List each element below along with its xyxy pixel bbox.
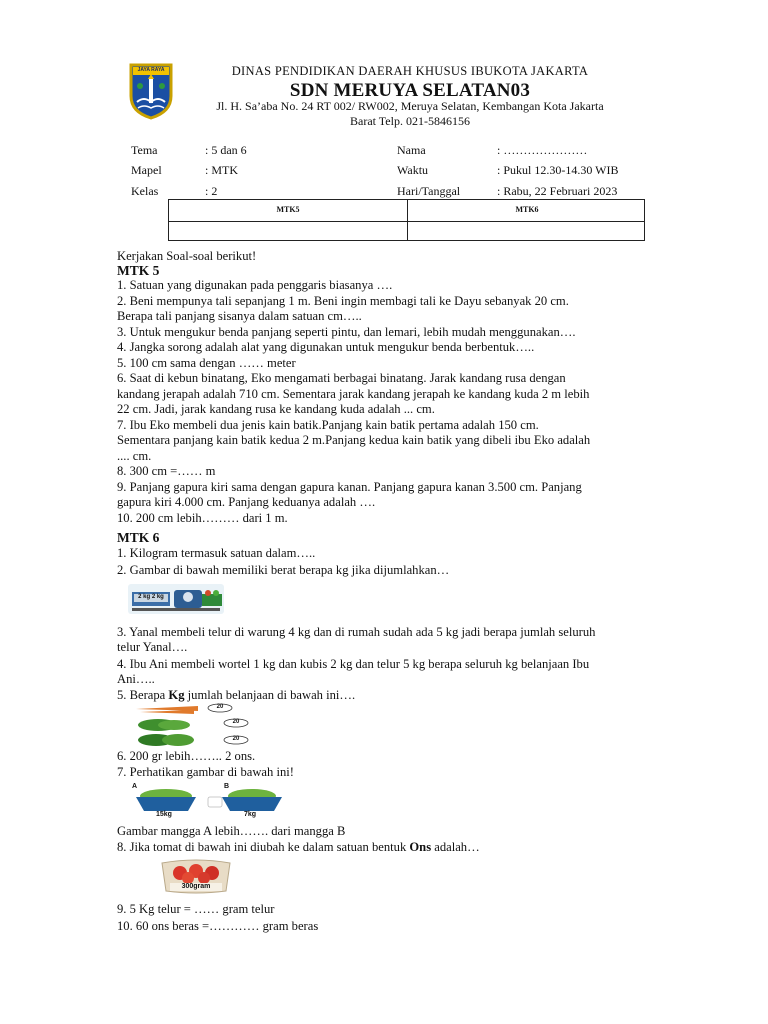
veg-tag: 20	[232, 736, 240, 742]
mapel-label: Mapel	[131, 163, 162, 177]
mtk6-q4a: 4. Ibu Ani membeli wortel 1 kg dan kubis 2 kg dan telur 5 kg berapa seluruh kg belanjaan Ibu	[117, 657, 590, 671]
basket-a-label: A	[132, 783, 138, 790]
logo-text: JAYA RAYA	[137, 67, 165, 73]
tomato-bag-image	[156, 859, 236, 895]
mtk5-line: 9. Panjang gapura kiri sama dengan gapura kanan. Panjang gapura kanan 3.500 cm. Panjang	[117, 479, 582, 494]
kelas-label: Kelas	[131, 184, 159, 198]
score-cell-mtk5[interactable]	[169, 222, 407, 241]
tomato-label: 300gram	[181, 883, 211, 890]
mtk5-line: 5. 100 cm sama dengan …… meter	[117, 355, 296, 370]
mtk5-line: Sementara panjang kain batik kedua 2 m.Panjang kedua kain batik yang dibeli ibu Eko adalah	[117, 433, 591, 447]
hari-label: Hari/Tanggal	[397, 184, 461, 198]
mapel-value: : MTK	[205, 163, 238, 177]
mtk5-line: 3. Untuk mengukur benda panjang seperti pintu, dan lemari, lebih mudah menggunakan….	[117, 324, 576, 339]
hari-value: : Rabu, 22 Februari 2023	[497, 184, 618, 198]
basket-b-weight: 7kg	[244, 811, 257, 818]
kelas-value: : 2	[205, 184, 218, 198]
vegetables-image	[128, 703, 260, 747]
school-address: Jl. H. Sa’aba No. 24 RT 002/ RW002, Meruya Selatan, Kembangan Kota Jakarta	[216, 99, 604, 113]
waktu-label: Waktu	[397, 163, 429, 177]
mtk5-line: Berapa tali panjang sisanya dalam satuan cm…..	[117, 309, 362, 323]
mtk5-line: kandang jerapah adalah 710 cm. Sementara jarak kandang jerapah ke kandang kuda 2 m lebih	[117, 386, 590, 401]
mtk5-line: 4. Jangka sorong adalah alat yang digunakan untuk mengukur benda berbentuk…..	[117, 340, 535, 354]
mtk5-line: 1. Satuan yang digunakan pada penggaris biasanya ….	[117, 278, 393, 292]
mtk6-q7: 7. Perhatikan gambar di bawah ini!	[117, 765, 294, 779]
mtk6-q2: 2. Gambar di bawah memiliki berat berapa kg jika dijumlahkan…	[117, 563, 450, 577]
mtk6-q8	[117, 840, 480, 856]
mtk5-line: gapura kiri 4.000 cm. Panjang keduanya adalah ….	[117, 495, 376, 509]
mtk5-questions	[117, 278, 590, 526]
score-col-mtk6: MTK6	[515, 205, 539, 214]
school-name: SDN MERUYA SELATAN03	[289, 80, 531, 101]
score-col-mtk5: MTK5	[276, 205, 300, 214]
instruction: Kerjakan Soal-soal berikut!	[117, 249, 257, 263]
mtk6-q3a: 3. Yanal membeli telur di warung 4 kg dan di rumah sudah ada 5 kg jadi berapa jumlah seluruh	[117, 625, 596, 639]
basket-a-weight: 15kg	[156, 811, 172, 818]
score-table	[168, 199, 645, 241]
nama-label: Nama	[397, 143, 426, 157]
mtk6-q1: 1. Kilogram termasuk satuan dalam…..	[117, 546, 316, 560]
school-phone: Barat Telp. 021-5846156	[350, 114, 470, 128]
mtk5-line: 6. Saat di kebun binatang, Eko mengamati berbagai binatang. Jarak kandang rusa dengan	[117, 371, 566, 385]
mtk5-line: 2. Beni mempunya tali sepanjang 1 m. Beni ingin membagi tali ke Dayu sebanyak 20 cm.	[117, 293, 569, 308]
mtk5-line: 10. 200 cm lebih……… dari 1 m.	[117, 510, 288, 525]
q5-bold: Kg	[168, 688, 185, 702]
mtk6-q6: 6. 200 gr lebih…….. 2 ons.	[117, 749, 256, 763]
mtk6-q4b: Ani…..	[117, 672, 155, 686]
agency-name: DINAS PENDIDIKAN DAERAH KHUSUS IBUKOTA JAKARTA	[231, 64, 589, 78]
score-cell-mtk6[interactable]	[408, 222, 646, 241]
mtk6-q9: 9. 5 Kg telur = …… gram telur	[117, 902, 275, 916]
veg-tag: 20	[232, 719, 240, 725]
tema-label: Tema	[131, 143, 158, 157]
mtk6-q10: 10. 60 ons beras =………… gram beras	[117, 919, 319, 933]
school-logo	[128, 62, 174, 120]
tema-value: : 5 dan 6	[205, 143, 247, 157]
q8-pre: 8. Jika tomat di bawah ini diubah ke dalam satuan bentuk	[117, 840, 410, 854]
mtk5-line: 7. Ibu Eko membeli dua jenis kain batik.Panjang kain batik pertama adalah 150 cm.	[117, 417, 539, 432]
scale-image	[128, 584, 224, 614]
veg-tag: 20	[216, 704, 224, 710]
mtk5-line: 22 cm. Jadi, jarak kandang rusa ke kandang kuda adalah ... cm.	[117, 402, 435, 416]
nama-value[interactable]: : …………………	[497, 143, 588, 157]
q5-pre: 5. Berapa	[117, 688, 169, 702]
waktu-value: : Pukul 12.30-14.30 WIB	[497, 163, 619, 177]
q8-bold: Ons	[409, 840, 432, 854]
q5-post: jumlah belanjaan di bawah ini….	[184, 688, 356, 702]
mtk6-q5	[117, 688, 355, 704]
q8-post: adalah…	[431, 840, 480, 854]
mtk5-line: .... cm.	[117, 448, 152, 463]
mtk5-title: MTK 5	[117, 263, 160, 278]
basket-b-label: B	[224, 783, 230, 790]
mtk5-line: 8. 300 cm =…… m	[117, 464, 216, 478]
mtk6-title: MTK 6	[117, 530, 160, 545]
mtk6-q3b: telur Yanal….	[117, 640, 188, 654]
mtk6-q7b: Gambar mangga A lebih……. dari mangga B	[117, 824, 346, 838]
scale-tag: 2 kg 2 kg	[138, 594, 164, 600]
mango-baskets-image	[126, 783, 292, 821]
